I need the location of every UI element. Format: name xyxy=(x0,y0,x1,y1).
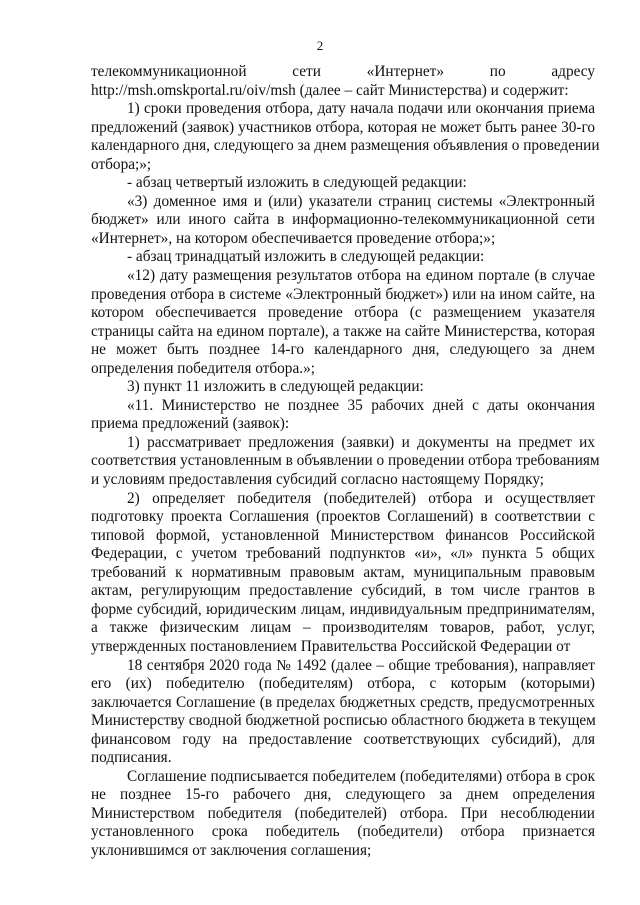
text-line: определения победителя отбора.»; xyxy=(91,359,315,377)
text-line: страницы сайта на едином портале), а также на сайте Министерства, которая xyxy=(91,322,595,340)
text-line: его (их) победителю (победителям) отбора, с которым (которыми) xyxy=(91,675,595,693)
text-line: проведения отбора в системе «Электронный бюджет») или на ином сайте, на xyxy=(91,285,595,303)
text-line: бюджет» или иного сайта в информационно-телекоммуникационной сети xyxy=(91,211,595,229)
text-line: и условиям предоставления субсидий согласно настоящему Порядку; xyxy=(91,471,545,489)
text-line: котором обеспечивается проведение отбора (с размещением указателя xyxy=(91,304,595,322)
text-line: не может быть позднее 14-го календарного дня, следующего за днем xyxy=(91,341,595,359)
text-line: http://msh.omskportal.ru/oiv/msh (далее – сайт Министерства) и содержит: xyxy=(91,81,569,99)
text-line: подготовку проекта Соглашения (проектов Соглашений) в соответствии с xyxy=(91,508,595,526)
text-line: 1) сроки проведения отбора, дату начала подачи или окончания приема xyxy=(127,100,595,118)
page-number: 2 xyxy=(316,38,324,53)
text-line: 18 сентября 2020 года № 1492 (далее – общие требования), направляет xyxy=(127,656,595,674)
text-line: Министерству сводной бюджетной росписью областного бюджета в текущем xyxy=(91,712,596,730)
text-line: «12) дату размещения результатов отбора на едином портале (в случае xyxy=(127,267,595,285)
text-line: требований к нормативным правовым актам, муниципальным правовым xyxy=(91,563,595,581)
text-line: «3) доменное имя и (или) указатели страниц системы «Электронный xyxy=(127,192,595,210)
text-line: 3) пункт 11 изложить в следующей редакции: xyxy=(127,378,424,396)
text-line: соответствия установленным в объявлении о проведении отбора требованиям xyxy=(91,452,600,470)
text-line: актам, регулирующим предоставление субсидий, в том числе грантов в xyxy=(91,582,595,600)
text-line: - абзац тринадцатый изложить в следующей редакции: xyxy=(127,248,485,266)
document-body xyxy=(91,63,600,861)
text-line: а также физическим лицам – производителям товаров, работ, услуг, xyxy=(91,619,595,637)
text-line: форме субсидий, юридическим лицам, индивидуальным предпринимателям, xyxy=(91,600,595,618)
text-line: утвержденных постановлением Правительства Российской Федерации от xyxy=(91,637,571,655)
text-line: финансовом году на предоставление соответствующих субсидий), для xyxy=(91,730,595,748)
text-line: отбора;»; xyxy=(91,155,152,173)
text-line: 1) рассматривает предложения (заявки) и документы на предмет их xyxy=(127,433,595,451)
text-line: Министерством победителя (победителей) отбора. При несоблюдении xyxy=(91,804,595,822)
text-line: уклонившимся от заключения соглашения; xyxy=(91,841,372,859)
text-line: подписания. xyxy=(91,749,172,767)
text-line: предложений (заявок) участников отбора, которая не может быть ранее 30-го xyxy=(91,118,595,136)
text-line: заключается Соглашение (в пределах бюджетных средств, предусмотренных xyxy=(91,693,595,711)
text-line: календарного дня, следующего за днем размещения объявления о проведении xyxy=(91,137,600,155)
text-line: «Интернет», на котором обеспечивается проведение отбора;»; xyxy=(91,229,496,247)
text-line: Федерации, с учетом требований подпунктов «и», «л» пункта 5 общих xyxy=(91,545,595,563)
text-line: не позднее 15-го рабочего дня, следующего за днем определения xyxy=(91,786,595,804)
text-line: «11. Министерство не позднее 35 рабочих дней с даты окончания xyxy=(127,396,595,414)
text-line: - абзац четвертый изложить в следующей редакции: xyxy=(127,174,467,192)
text-line: приема предложений (заявок): xyxy=(91,415,290,433)
text-line: телекоммуникационной сети «Интернет» по адресу xyxy=(91,63,595,80)
text-line: типовой формой, установленной Министерством финансов Российской xyxy=(91,526,595,544)
text-line: 2) определяет победителя (победителей) отбора и осуществляет xyxy=(127,489,595,507)
text-line: Соглашение подписывается победителем (победителями) отбора в срок xyxy=(127,767,595,785)
text-line: установленного срока победитель (победители) отбора признается xyxy=(91,823,595,841)
